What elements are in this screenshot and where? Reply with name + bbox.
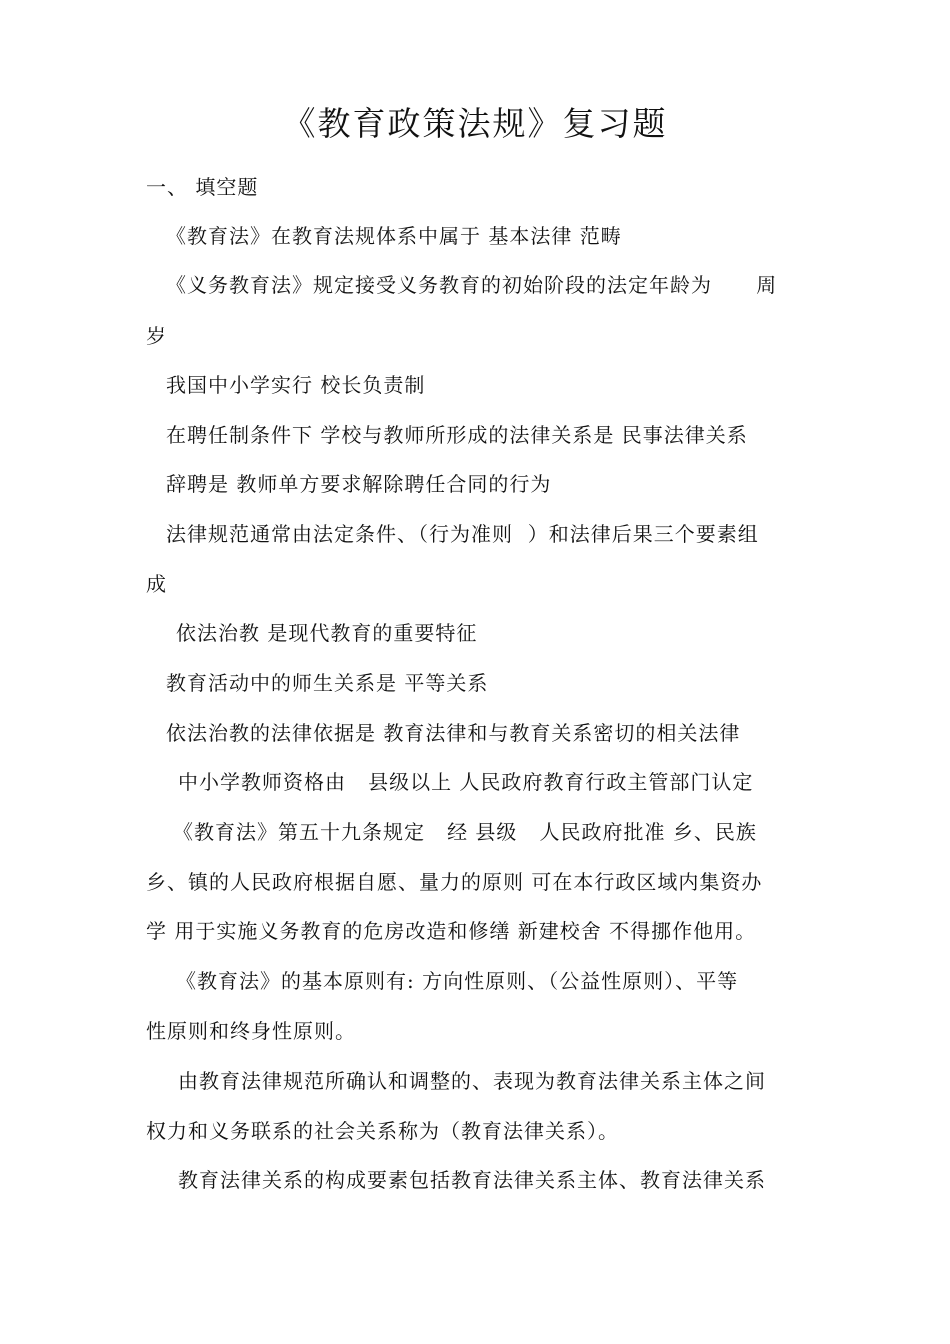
text-line: 辞聘是 教师单方要求解除聘任合同的行为 — [166, 472, 552, 496]
text-line: 依法治教的法律依据是 教育法律和与教育关系密切的相关法律 — [166, 721, 741, 745]
document-title: 《教育政策法规》复习题 — [282, 104, 668, 143]
text-line: 在聘任制条件下 学校与教师所形成的法律关系是 民事法律关系 — [166, 423, 748, 447]
text-line: 依法治教 是现代教育的重要特征 — [176, 621, 478, 645]
text-line: 性原则和终身性原则。 — [146, 1019, 356, 1043]
text-line: 岁 — [146, 324, 167, 348]
text-line: 我国中小学实行 校长负责制 — [166, 373, 426, 397]
text-line: 教育活动中的师生关系是 平等关系 — [166, 671, 489, 695]
text-line: 《教育法》第五十九条规定 经 县级 人民政府批准 乡、民族 — [173, 820, 757, 844]
text-line: 《义务教育法》规定接受义务教育的初始阶段的法定年龄为 周 — [166, 273, 778, 297]
text-line: 《教育法》的基本原则有: 方向性原则、（公益性原则）、平等 — [176, 969, 739, 993]
text-line: 由教育法律规范所确认和调整的、表现为教育法律关系主体之间 — [178, 1069, 766, 1093]
text-line: 学 用于实施义务教育的危房改造和修缮 新建校舍 不得挪作他用。 — [146, 919, 757, 943]
text-line: 成 — [146, 572, 167, 596]
text-line: 权力和义务联系的社会关系称为（教育法律关系）。 — [146, 1119, 619, 1143]
text-line: 中小学教师资格由 县级以上 人民政府教育行政主管部门认定 — [178, 770, 754, 794]
text-line: 乡、镇的人民政府根据自愿、量力的原则 可在本行政区域内集资办 — [146, 870, 763, 894]
text-line: 《教育法》在教育法规体系中属于 基本法律 范畴 — [166, 224, 622, 248]
text-line: 教育法律关系的构成要素包括教育法律关系主体、教育法律关系 — [178, 1168, 766, 1192]
section-heading: 一、 填空题 — [146, 175, 259, 199]
text-line: 法律规范通常由法定条件、（行为准则 ）和法律后果三个要素组 — [166, 522, 759, 546]
